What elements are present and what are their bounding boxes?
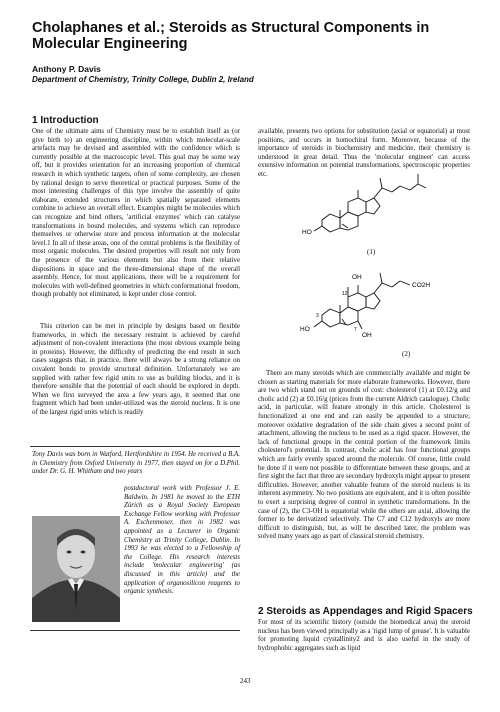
oh-label-b: OH — [362, 332, 372, 339]
cholesterol-structure — [300, 162, 450, 244]
bio-rule-top — [30, 446, 240, 447]
page-number: 243 — [240, 677, 251, 685]
num-3-label: 3 — [316, 313, 319, 319]
cholic-acid-structure — [292, 265, 452, 345]
co2h-label: CO2H — [412, 282, 431, 289]
bio-text-wrap: postdoctoral work with Professor J. E. Baldwin. In 1981 he moved to the ETH Zürich as a Royal Society European Exchange Fellow working with Professor A. Eschenmoser, then in 1982 was appointed as a Lecturer in Organic Chemistry at Trinity College, Dublin. In 1993 he was elected to a Fellowship of the College. His research interests include 'molecular engineering' (as discussed in this article) and the application of organosilicon reagents to organic synthesis. — [124, 485, 240, 596]
figure-label-1: (1) — [367, 248, 376, 256]
section-2-heading: 2 Steroids as Appendages and Rigid Spacers — [258, 606, 473, 617]
ho-label-1: HO — [302, 229, 312, 236]
oh-label-a: OH — [352, 274, 362, 281]
intro-paragraph-4: There are many steroids which are commercially available and might be chosen as starting materials for more elaborate frameworks. However, there are two which stand out on grounds of cost: cholesterol (1) at £0.12/g and cholic acid (2) at £0.16/g (prices from the current Aldrich catalogue). Cholic acid, in particular, will feature strongly in this article. Cholesterol is functionalized at one end and can easily be appended to a structure; moreover oxidative degradation of the side chain gives a second point of attachment, allowing the nucleus to be used as a rigid spacer. However, the lack of functional groups in the central portion of the framework limits cholesterol's potential. In contrast, cholic acid has four functional groups which are fairly evenly spaced around the molecule. Of course, little could be done if it were not possible to differentiate between these groups, and at first sight the fact that three are secondary hydroxyls might appear to present difficulties. However, another valuable feature of the steroid nucleus is its inherent asymmetry. No two positions are equivalent, and it is often possible to exert a surprising degree of control in synthetic transformations. In the case of (2), the C3-OH is equatorial while the others are axial, allowing the former to be derivatized selectively. The C7 and C12 hydroxyls are more difficult to distinguish, but, as will be described later, the problem was solved many years ago as part of classical steroid chemistry. — [258, 370, 470, 541]
intro-paragraph-3: available, presents two options for substitution (axial or equatorial) at most positions, and occurs in homochiral form. Moreover, because of the importance of steroids in biochemistry and medicine, their chemistry is understood in great detail. Thus the 'molecular engineer' can access extensive information on potential transformations, spectroscopic properties etc. — [258, 128, 470, 178]
num-7-label: 7 — [354, 327, 357, 333]
section-1-heading: 1 Introduction — [32, 115, 99, 126]
section-2-paragraph: For most of its scientific history (outside the biomedical area) the steroid nucleus has been viewed principally as a 'rigid lump of grease'. It is valuable for promoting liquid crystallinity2 and is also useful in the study of hydrophobic aggregates such as lipid — [258, 619, 470, 652]
intro-paragraph-2: This criterion can be met in principle by designs based on flexible frameworks, in which the necessary restraint is achieved by careful adjustment of non-covalent interactions (the most obvious example being in proteins). However, the difficulty of predicting the end result in such cases suggests that, in practice, there will always be a strong reliance on covalent bonds to provide structural definition. Unfortunately we are supplied with rather few rigid units to use as building blocks, and it is therefore sensible that the potential of each should be explored in depth. When we first surveyed the area a few years ago, it seemed that one fragment which had been under-utilized was the steroid nucleus. It is one of the largest rigid units which is readily — [32, 323, 240, 416]
figure-label-2: (2) — [402, 350, 411, 358]
intro-paragraph-1: One of the ultimate aims of Chemistry must be to establish itself as (or give birth to) an engineering discipline, within which molecular-scale artefacts may be devised and assembled with the confidence which is currently possible at the macroscopic level. This goal may be some way off, but it provides orientation for an increasing proportion of chemical research in which synthetic targets, often of some complexity, are chosen by rational design to serve theoretical or practical purposes. Some of the most interesting challenges of this type involve the assembly of quite elaborate, extended structures in which spatially separated elements combine to achieve an overall effect. Examples might be molecules which can recognize and bind others, 'artificial enzymes' which can catalyse transformations in bound molecules, and systems which can reproduce themselves or otherwise store and process information at the molecular level.1 In all of these areas, one of the central problems is the flexibility of most organic molecules. The desired properties will result not only from the presence of the various elements but also from their relative dispositions in space and the three-dimensional shape of the overall assembly. Hence, for most applications, there will be a requirement for molecules with well-defined geometries in which conformational freedom, though probably not eliminated, is kept under close control. — [32, 128, 240, 299]
num-12-label: 12 — [342, 291, 348, 297]
bio-text-top: Tony Davis was born in Watford, Hertfordshire in 1954. He received a B.A. in Chemistry from Oxford University in 1977, then stayed on for a D.Phil. under Dr. G. H. Whitham and two years — [32, 451, 240, 476]
author-photo — [32, 516, 120, 622]
author-name: Anthony P. Davis — [32, 64, 101, 74]
bio-rule-bottom — [30, 630, 240, 631]
article-title: Cholaphanes et al.; Steroids as Structural Components in Molecular Engineering — [32, 20, 430, 52]
author-affiliation: Department of Chemistry, Trinity College, Dublin 2, Ireland — [32, 75, 254, 84]
ho-label-2: HO — [300, 326, 310, 333]
